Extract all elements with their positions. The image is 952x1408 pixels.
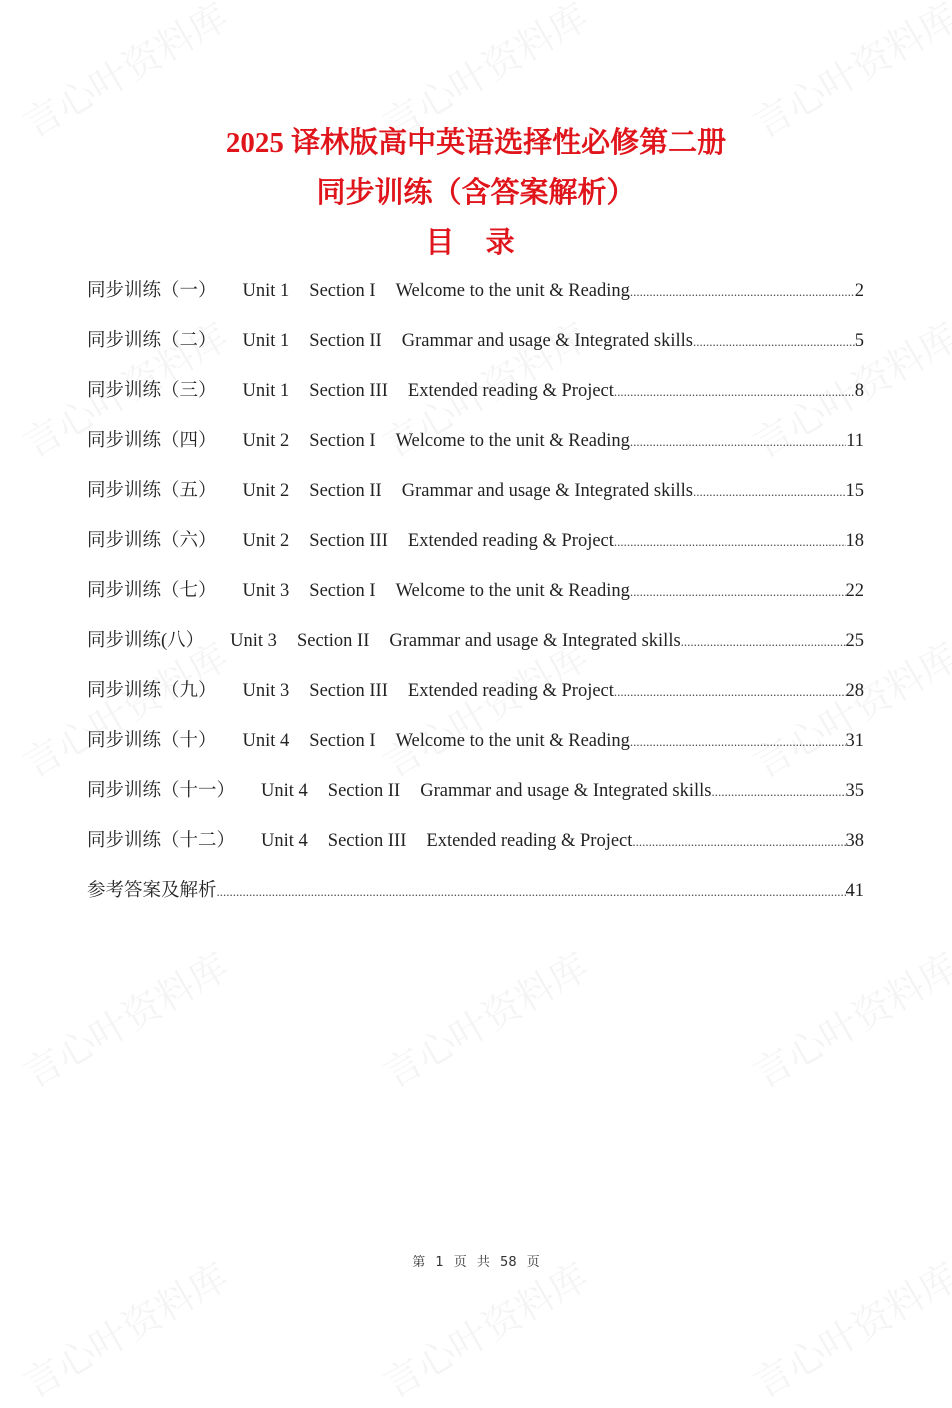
toc-entry[interactable] [87, 626, 864, 676]
entry-section: Section II [327, 781, 401, 801]
dot-leader [630, 581, 846, 602]
entry-page-number: 8 [854, 381, 864, 401]
entry-section: Section III [309, 381, 388, 401]
toc-entry[interactable] [87, 776, 864, 826]
entry-section: Section I [309, 281, 376, 301]
table-of-contents [87, 276, 864, 926]
toc-entry-answers[interactable] [87, 876, 864, 926]
toc-entry[interactable] [87, 676, 864, 726]
toc-heading: 目 录 [425, 227, 527, 259]
dot-leader [614, 531, 846, 552]
toc-entry[interactable] [87, 376, 864, 426]
entry-page-number: 2 [854, 281, 864, 301]
toc-entry[interactable] [87, 826, 864, 876]
entry-section: Section I [309, 431, 376, 451]
entry-number: 同步训练（一） [87, 281, 217, 301]
dot-leader [693, 481, 845, 502]
entry-section: Section II [309, 481, 382, 501]
entry-page-number: 5 [854, 331, 864, 351]
toc-entry[interactable] [87, 526, 864, 576]
entry-page-number: 11 [846, 431, 864, 451]
entry-unit: Unit 4 [242, 731, 290, 751]
dot-leader [630, 731, 846, 752]
watermark [12, 1247, 237, 1408]
entry-number: 同步训练（五） [87, 481, 217, 501]
entry-number: 同步训练（四） [87, 431, 217, 451]
entry-number: 同步训练（六） [87, 531, 217, 551]
entry-title: Extended reading & Project [407, 531, 614, 551]
entry-title: Grammar and usage & Integrated skills [420, 781, 712, 801]
dot-leader [712, 781, 846, 802]
document-title: 2025 译林版高中英语选择性必修第二册 [225, 127, 727, 159]
entry-section: Section I [309, 581, 376, 601]
entry-title: Extended reading & Project [407, 381, 614, 401]
entry-section: Section III [309, 681, 388, 701]
entry-title: Extended reading & Project [426, 831, 633, 851]
dot-leader [614, 381, 855, 402]
entry-section: Section III [309, 531, 388, 551]
entry-unit: Unit 2 [242, 481, 290, 501]
entry-number: 同步训练（七） [87, 581, 217, 601]
entry-title: Extended reading & Project [407, 681, 614, 701]
entry-title: Welcome to the unit & Reading [395, 281, 630, 301]
entry-number: 同步训练（十） [87, 731, 217, 751]
watermark [372, 937, 597, 1099]
entry-unit: Unit 4 [261, 831, 308, 851]
entry-page-number: 38 [845, 831, 864, 851]
watermark [742, 937, 952, 1099]
entry-unit: Unit 3 [230, 631, 277, 651]
entry-number: 同步训练（十一） [87, 781, 236, 801]
toc-entry[interactable] [87, 426, 864, 476]
entry-title: Welcome to the unit & Reading [395, 431, 630, 451]
entry-unit: Unit 4 [261, 781, 308, 801]
entry-title: Grammar and usage & Integrated skills [389, 631, 681, 651]
entry-number: 同步训练（十二） [87, 831, 236, 851]
entry-page-number: 28 [845, 681, 864, 701]
entry-number: 同步训练（三） [87, 381, 217, 401]
entry-unit: Unit 3 [242, 581, 290, 601]
entry-page-number: 41 [845, 881, 864, 901]
entry-number: 同步训练（二） [87, 331, 217, 351]
entry-unit: Unit 2 [242, 531, 290, 551]
entry-unit: Unit 1 [242, 381, 290, 401]
toc-entry[interactable] [87, 276, 864, 326]
entry-page-number: 25 [845, 631, 864, 651]
document-subtitle: 同步训练（含答案解析） [316, 177, 636, 209]
entry-title: Welcome to the unit & Reading [395, 581, 630, 601]
toc-entry[interactable] [87, 326, 864, 376]
page-footer: 第 1 页 共 58 页 [412, 1255, 540, 1270]
entry-page-number: 31 [845, 731, 864, 751]
entry-unit: Unit 1 [242, 331, 290, 351]
toc-entry[interactable] [87, 476, 864, 526]
dot-leader [630, 281, 855, 302]
entry-section: Section I [309, 731, 376, 751]
watermark [12, 937, 237, 1099]
dot-leader [681, 631, 846, 652]
watermark [372, 1247, 597, 1408]
dot-leader [614, 681, 846, 702]
entry-number: 同步训练(八） [87, 631, 205, 651]
dot-leader [632, 831, 845, 852]
entry-page-number: 18 [845, 531, 864, 551]
entry-section: Section II [309, 331, 382, 351]
entry-title: Welcome to the unit & Reading [395, 731, 630, 751]
entry-section: Section III [327, 831, 407, 851]
entry-page-number: 22 [845, 581, 864, 601]
entry-section: Section II [296, 631, 370, 651]
entry-page-number: 15 [845, 481, 864, 501]
entry-unit: Unit 3 [242, 681, 290, 701]
entry-title: 参考答案及解析 [87, 881, 217, 901]
entry-page-number: 35 [845, 781, 864, 801]
toc-entry[interactable] [87, 576, 864, 626]
toc-entry[interactable] [87, 726, 864, 776]
entry-title: Grammar and usage & Integrated skills [401, 331, 694, 351]
entry-unit: Unit 2 [242, 431, 290, 451]
dot-leader [630, 431, 846, 452]
entry-title: Grammar and usage & Integrated skills [401, 481, 694, 501]
entry-unit: Unit 1 [242, 281, 290, 301]
watermark [742, 1247, 952, 1408]
entry-number: 同步训练（九） [87, 681, 217, 701]
dot-leader [693, 331, 855, 352]
dot-leader [217, 881, 846, 902]
